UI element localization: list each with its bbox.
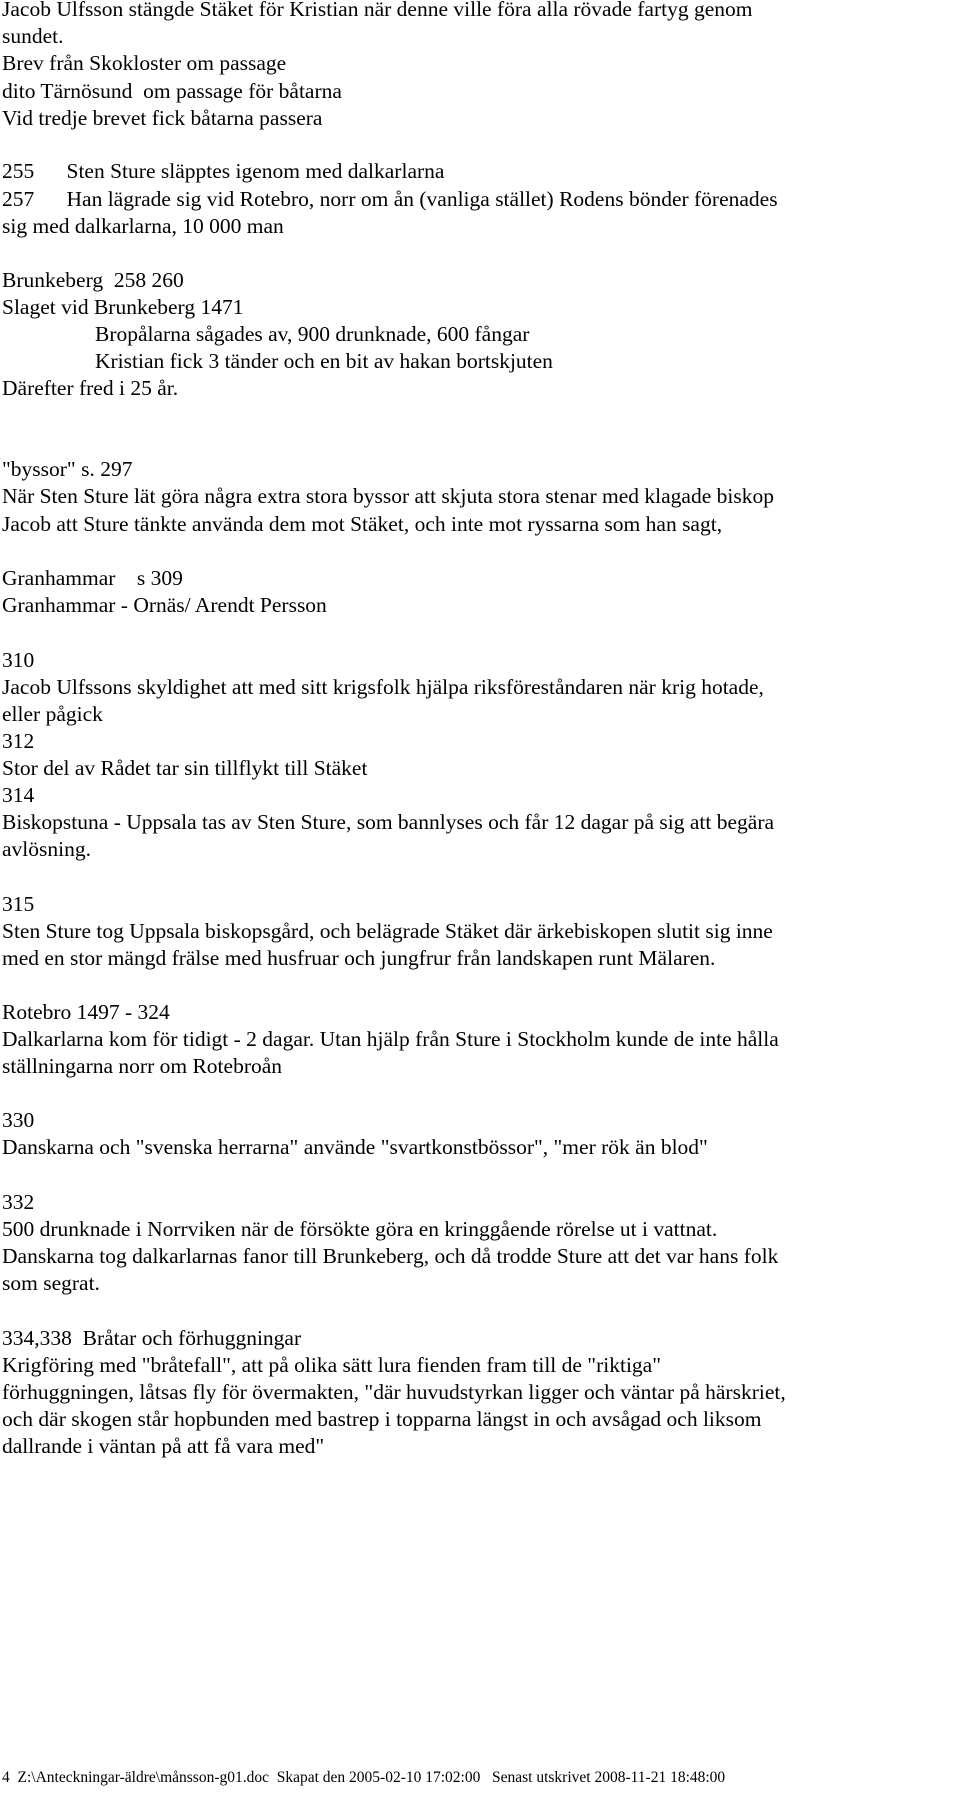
text-line: Danskarna och "svenska herrarna" använde "svartkonstbössor", "mer rök än blod" <box>2 1135 708 1159</box>
text-line: När Sten Sture lät göra några extra stora byssor att skjuta stora stenar med klagade biskop <box>2 484 774 508</box>
text-line: 314 <box>2 783 35 807</box>
text-line: sundet. <box>2 24 64 48</box>
text-line: Biskopstuna - Uppsala tas av Sten Sture, som bannlyses och får 12 dagar på sig att begära <box>2 810 775 834</box>
text-line: sig med dalkarlarna, 10 000 man <box>2 214 284 238</box>
text-line: Dalkarlarna kom för tidigt - 2 dagar. Utan hjälp från Sture i Stockholm kunde de inte hålla <box>2 1027 779 1051</box>
text-line: 330 <box>2 1108 35 1132</box>
text-line: som segrat. <box>2 1271 100 1295</box>
text-line: eller pågick <box>2 702 103 726</box>
text-line: 315 <box>2 892 35 916</box>
text-line: Jacob att Sture tänkte använda dem mot Stäket, och inte mot ryssarna som han sagt, <box>2 512 723 536</box>
text-line: Granhammar s 309 <box>2 566 183 590</box>
text-line: dallrande i väntan på att få vara med" <box>2 1434 325 1458</box>
text-line: 255 Sten Sture släpptes igenom med dalkarlarna <box>2 159 445 183</box>
text-line: Rotebro 1497 - 324 <box>2 1000 170 1024</box>
text-line: 310 <box>2 648 35 672</box>
text-line: Brev från Skokloster om passage <box>2 51 287 75</box>
text-line: Granhammar - Ornäs/ Arendt Persson <box>2 593 327 617</box>
text-line: 500 drunknade i Norrviken när de försökte göra en kringgående rörelse ut i vattnat. <box>2 1217 718 1241</box>
text-line: Jacob Ulfssons skyldighet att med sitt krigsfolk hjälpa riksföreståndaren när krig hotade, <box>2 675 764 699</box>
text-line: Slaget vid Brunkeberg 1471 <box>2 295 244 319</box>
text-line: Stor del av Rådet tar sin tillflykt till Stäket <box>2 756 368 780</box>
text-line: med en stor mängd frälse med husfruar och jungfrur från landskapen runt Mälaren. <box>2 946 716 970</box>
text-line: Danskarna tog dalkarlarnas fanor till Brunkeberg, och då trodde Sture att det var hans folk <box>2 1244 779 1268</box>
text-line: Vid tredje brevet fick båtarna passera <box>2 106 323 130</box>
text-line: "byssor" s. 297 <box>2 457 133 481</box>
text-line: Därefter fred i 25 år. <box>2 376 179 400</box>
text-line: avlösning. <box>2 837 91 861</box>
text-line: och där skogen står hopbunden med bastrep i topparna längst in och avsågad och liksom <box>2 1407 762 1431</box>
text-line: Bropålarna sågades av, 900 drunknade, 600 fångar <box>95 322 530 346</box>
text-line: Sten Sture tog Uppsala biskopsgård, och belägrade Stäket där ärkebiskopen slutit sig inne <box>2 919 773 943</box>
text-line: dito Tärnösund om passage för båtarna <box>2 79 342 103</box>
text-line: Jacob Ulfsson stängde Stäket för Kristian när denne ville föra alla rövade fartyg genom <box>2 0 753 21</box>
text-line: förhuggningen, låtsas fly för övermakten, "där huvudstyrkan ligger och väntar på härskriet, <box>2 1380 786 1404</box>
text-line: 257 Han lägrade sig vid Rotebro, norr om ån (vanliga stället) Rodens bönder förenades <box>2 187 778 211</box>
text-line: ställningarna norr om Rotebroån <box>2 1054 283 1078</box>
text-line: 334,338 Bråtar och förhuggningar <box>2 1326 302 1350</box>
page-footer: 4 Z:\Anteckningar-äldre\månsson-g01.doc Skapat den 2005-02-10 17:02:00 Senast utskrivet 2008-11-21 18:48:00 <box>2 1769 726 1786</box>
text-line: 332 <box>2 1190 35 1214</box>
text-line: Kristian fick 3 tänder och en bit av hakan bortskjuten <box>95 349 553 373</box>
text-line: Brunkeberg 258 260 <box>2 268 184 292</box>
text-line: 312 <box>2 729 35 753</box>
text-line: Krigföring med "bråtefall", att på olika sätt lura fienden fram till de "riktiga" <box>2 1353 661 1377</box>
